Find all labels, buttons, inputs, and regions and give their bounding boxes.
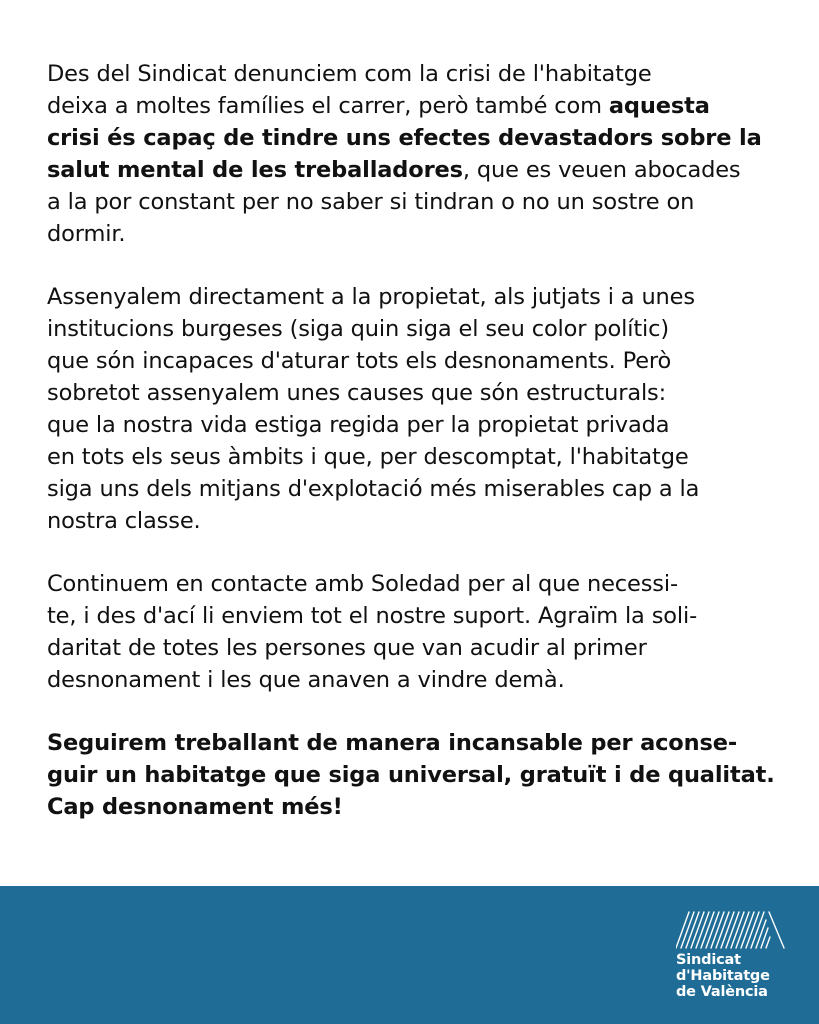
sindicat-logo: [676, 908, 788, 1018]
paragraph-accusation: [47, 281, 775, 537]
article-body: [47, 58, 775, 854]
bold-segment: salut mental de les treballadores: [47, 157, 463, 183]
text-line: desnonament i les que anaven a vindre demà.: [47, 667, 565, 693]
text-line: Des del Sindicat denunciem com la crisi de l'habitatge: [47, 61, 652, 87]
text-line: a la por constant per no saber si tindran o no un sostre on: [47, 189, 695, 215]
text-segment: , que es veuen abocades: [462, 157, 741, 183]
text-line: sobretot assenyalem unes causes que són estructurals:: [47, 380, 667, 406]
bold-line: Cap desnonament més!: [47, 794, 343, 820]
text-line: nostra classe.: [47, 508, 201, 534]
paragraph-intro: [47, 58, 775, 250]
text-line: [47, 90, 775, 122]
text-line: [47, 154, 775, 186]
bold-line: Seguirem treballant de manera incansable per aconse-: [47, 730, 738, 756]
text-line: te, i des d'ací li enviem tot el nostre suport. Agraïm la soli-: [47, 603, 698, 629]
bold-line: guir un habitatge que siga universal, gratuït i de qualitat.: [47, 762, 775, 788]
text-line: Continuem en contacte amb Soledad per al que necessi-: [47, 571, 678, 597]
bold-segment: aquesta: [608, 93, 710, 119]
bold-line: crisi és capaç de tindre uns efectes devastadors sobre la: [47, 125, 762, 151]
paragraph-support: [47, 568, 775, 696]
text-line: dormir.: [47, 221, 126, 247]
text-line: Assenyalem directament a la propietat, als jutjats i a unes: [47, 284, 695, 310]
paragraph-closing: [47, 727, 775, 823]
logo-text-line: Sindicat: [676, 952, 741, 968]
text-line: institucions burgeses (siga quin siga el seu color polític): [47, 316, 669, 342]
text-line: daritat de totes les persones que van acudir al primer: [47, 635, 647, 661]
text-line: en tots els seus àmbits i que, per descomptat, l'habitatge: [47, 444, 689, 470]
text-segment: deixa a moltes famílies el carrer, però també com: [47, 93, 609, 119]
logo-text-line: d'Habitatge: [676, 968, 770, 984]
text-line: que són incapaces d'aturar tots els desnonaments. Però: [47, 348, 672, 374]
text-line: siga uns dels mitjans d'explotació més miserables cap a la: [47, 476, 700, 502]
roof-hatch-icon: [676, 908, 788, 952]
logo-text-line: de València: [676, 984, 768, 1000]
logo-wordmark: [676, 952, 770, 1000]
text-line: que la nostra vida estiga regida per la propietat privada: [47, 412, 670, 438]
